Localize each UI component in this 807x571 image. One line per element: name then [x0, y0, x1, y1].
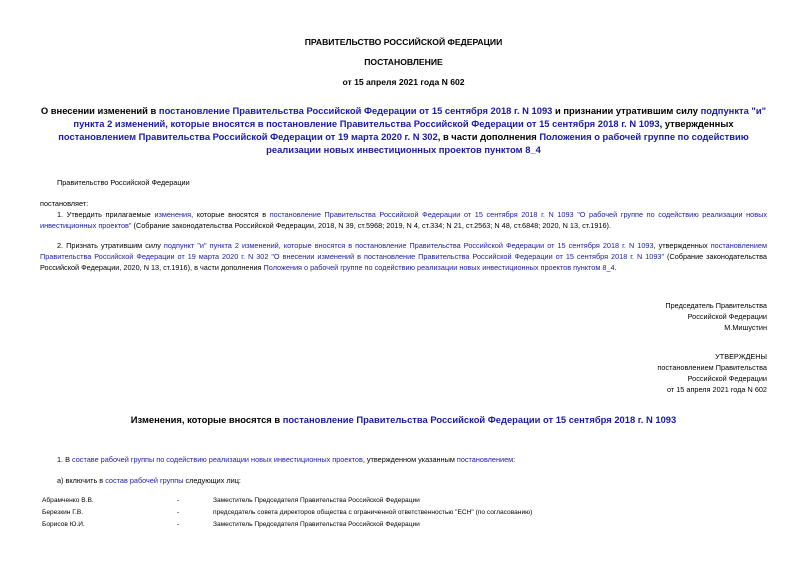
link-resolution-302[interactable]: постановлением Правительства Российской Федерации от 19 марта 2020 г. N 302 "О внесении изменений в постановление Правительства Российской Федерации от 15 сентября 2018 г. N 1093": [40, 241, 767, 261]
paragraph-1: [40, 209, 767, 231]
title-text-1: О внесении изменений в: [40, 105, 159, 116]
government-heading: ПРАВИТЕЛЬСТВО РОССИЙСКОЙ ФЕДЕРАЦИИ: [304, 37, 503, 47]
changes-title-link[interactable]: постановление Правительства Российской Федерации от 15 сентября 2018 г. N 1093: [282, 414, 677, 425]
changes-title: [0, 413, 807, 426]
approved-line-4: от 15 апреля 2021 года N 602: [666, 385, 767, 394]
item-a-text-1: а) включить в: [57, 476, 106, 485]
item-a: [57, 475, 241, 486]
title-link-regulation[interactable]: Положения о рабочей группе по содействию реализации новых инвестиционных проектов пунктом 8_4: [266, 131, 749, 155]
item-1: [57, 454, 515, 465]
title-link-resolution-302[interactable]: постановлением Правительства Российской Федерации от 19 марта 2020 г. N 302: [58, 131, 438, 142]
member-role: Заместитель Председателя Правительства Российской Федерации: [213, 497, 420, 504]
approved-line-2: постановлением Правительства: [657, 363, 767, 372]
changes-title-text: Изменения, которые вносятся в: [130, 414, 283, 425]
paragraph-2: [40, 240, 767, 273]
paragraph-1-text-3: (Собрание законодательства Российской Федерации, 2018, N 39, ст.5968; 2019, N 4, ст.334; N 21, ст.2563; N 48, ст.6848; 2020, N 13, ст.1916).: [131, 221, 611, 230]
item-1-text-3: :: [513, 455, 516, 464]
item-a-text-2: следующих лиц:: [183, 476, 241, 485]
paragraph-2-text-3: (Собрание законодательства Российской Федерации, 2020, N 13, ст.1916), в части дополнения: [40, 252, 767, 272]
government-line: Правительство Российской Федерации: [57, 178, 190, 187]
link-resolution[interactable]: постановлением: [456, 455, 514, 464]
paragraph-2-text-4: .: [614, 263, 617, 272]
signature-name: М.Мишустин: [724, 323, 767, 332]
resolves-line: постановляет:: [40, 199, 89, 208]
member-dash: -: [177, 521, 180, 528]
link-working-group-composition[interactable]: составе рабочей группы по содействию реализации новых инвестиционных проектов: [72, 455, 363, 464]
document-date-number: от 15 апреля 2021 года N 602: [342, 77, 465, 87]
member-name: Березкин Г.В.: [42, 509, 84, 516]
signature-title-2: Российской Федерации: [687, 312, 767, 321]
title-text-4: , в части дополнения: [437, 131, 540, 142]
approved-line-3: Российской Федерации: [687, 374, 767, 383]
link-regulation-8-4[interactable]: Положения о рабочей группе по содействию реализации новых инвестиционных проектов пунктом 8_4: [263, 263, 615, 272]
title-text-3: , утвержденных: [659, 118, 734, 129]
item-1-text-1: 1. В: [57, 455, 73, 464]
paragraph-1-text-2: , которые вносятся в: [191, 210, 270, 219]
paragraph-2-text-1: 2. Признать утратившим силу: [57, 241, 164, 250]
document-type: ПОСТАНОВЛЕНИЕ: [364, 57, 443, 67]
link-working-group[interactable]: состав рабочей группы: [105, 476, 184, 485]
item-1-text-2: , утвержденном указанным: [362, 455, 457, 464]
paragraph-1-text-1: 1. Утвердить прилагаемые: [57, 210, 155, 219]
title-link-subparagraph[interactable]: подпункта "и" пункта 2 изменений, которые вносятся в постановление Правительства Российской Федерации от 15 сентября 2018 г. N 1093: [73, 105, 767, 129]
signature-title-1: Председатель Правительства: [665, 301, 767, 310]
link-subparagraph-i[interactable]: подпункт "и" пункта 2 изменений, которые вносятся в постановление Правительства Российской Федерации от 15 сентября 2018 г. N 1093: [163, 241, 654, 250]
link-changes[interactable]: изменения: [154, 210, 192, 219]
member-role: председатель совета директоров общества с ограниченной ответственностью "ЕСН" (по согласованию): [213, 509, 533, 516]
document-title: [40, 104, 767, 156]
member-name: Борисов Ю.И.: [42, 521, 85, 528]
title-link-resolution-1093[interactable]: постановление Правительства Российской Федерации от 15 сентября 2018 г. N 1093: [158, 105, 553, 116]
member-name: Абрамченко В.В.: [42, 497, 94, 504]
member-dash: -: [177, 497, 180, 504]
title-text-2: и признании утратившим силу: [552, 105, 701, 116]
link-resolution-1093[interactable]: постановление Правительства Российской Федерации от 15 сентября 2018 г. N 1093 "О рабочей группе по содействию реализации новых инвестиционных проектов": [40, 210, 767, 230]
paragraph-2-text-2: , утвержденных: [653, 241, 711, 250]
member-role: Заместитель Председателя Правительства Российской Федерации: [213, 521, 420, 528]
approved-line-1: УТВЕРЖДЕНЫ: [715, 352, 767, 361]
member-dash: -: [177, 509, 180, 516]
